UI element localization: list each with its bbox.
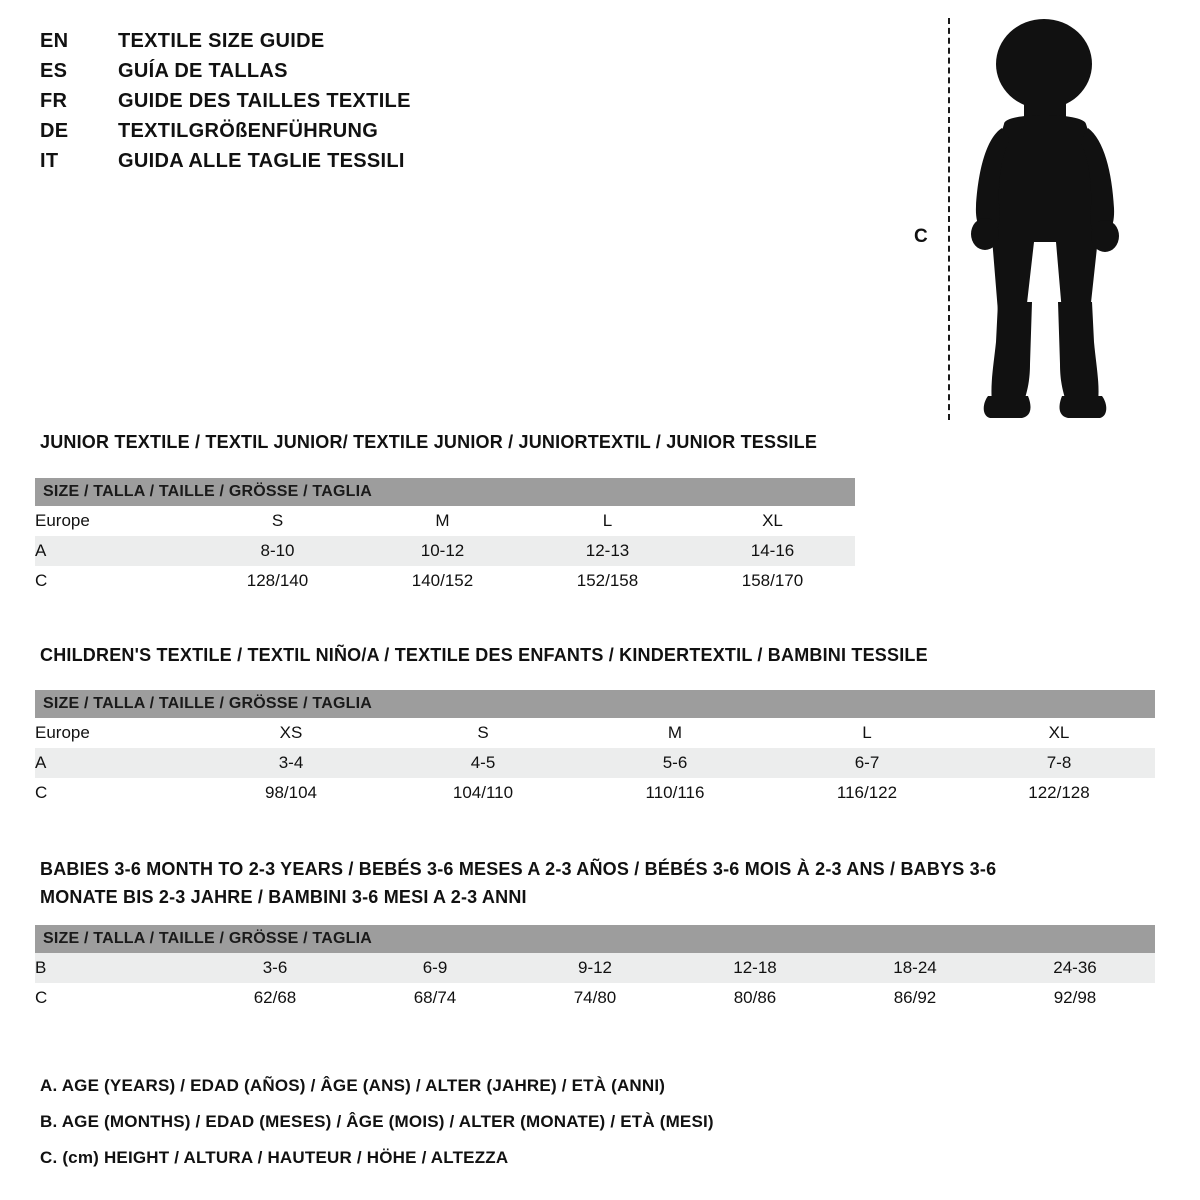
language-title: GUIDA ALLE TAGLIE TESSILI (118, 150, 405, 172)
table-header-size: XS (195, 718, 387, 748)
row-value: 158/170 (690, 566, 855, 596)
table-header-size: L (771, 718, 963, 748)
legend-footnotes (40, 1068, 1140, 1176)
row-value: 12-18 (675, 953, 835, 983)
row-value: 14-16 (690, 536, 855, 566)
language-title-list (40, 30, 600, 180)
table-header-size: S (195, 506, 360, 536)
section-title-junior: JUNIOR TEXTILE / TEXTIL JUNIOR/ TEXTILE JUNIOR / JUNIORTEXTIL / JUNIOR TESSILE (40, 432, 818, 452)
language-row-de (40, 120, 600, 150)
table-header-size: S (387, 718, 579, 748)
footnote-age-months: B. AGE (MONTHS) / EDAD (MESES) / ÂGE (MOIS) / ALTER (MONATE) / ETÀ (MESI) (40, 1112, 714, 1131)
table-header-size: XL (963, 718, 1155, 748)
table-header-row (35, 506, 855, 536)
height-dashed-line (948, 18, 950, 420)
row-value: 8-10 (195, 536, 360, 566)
row-value: 7-8 (963, 748, 1155, 778)
row-value: 128/140 (195, 566, 360, 596)
table-band-label: SIZE / TALLA / TAILLE / GRÖSSE / TAGLIA (35, 925, 1155, 953)
table-header-row (35, 718, 1155, 748)
row-value: 62/68 (195, 983, 355, 1013)
row-label: C (35, 983, 195, 1013)
row-value: 3-6 (195, 953, 355, 983)
table-row (35, 953, 1155, 983)
row-value: 152/158 (525, 566, 690, 596)
language-code: IT (40, 150, 59, 172)
language-title: TEXTILGRÖßENFÜHRUNG (118, 120, 379, 142)
row-value: 4-5 (387, 748, 579, 778)
babies-size-table (35, 925, 1155, 1013)
child-silhouette-icon (952, 12, 1142, 422)
table-header-size: XL (690, 506, 855, 536)
table-band-row (35, 690, 1155, 718)
children-size-table (35, 690, 1155, 808)
language-code: DE (40, 120, 69, 142)
language-title: GUIDE DES TAILLES TEXTILE (118, 90, 411, 112)
table-row (35, 566, 855, 596)
row-label: C (35, 566, 195, 596)
table-band-label: SIZE / TALLA / TAILLE / GRÖSSE / TAGLIA (35, 478, 855, 506)
language-row-fr (40, 90, 600, 120)
table-header-label: Europe (35, 718, 195, 748)
table-band-row (35, 925, 1155, 953)
footnote-height-cm: C. (cm) HEIGHT / ALTURA / HAUTEUR / HÖHE / ALTEZZA (40, 1148, 509, 1167)
height-measure-label: C (914, 226, 928, 247)
language-title: TEXTILE SIZE GUIDE (118, 30, 325, 52)
language-row-en (40, 30, 600, 60)
table-header-size: M (360, 506, 525, 536)
row-label: A (35, 536, 195, 566)
row-label: A (35, 748, 195, 778)
row-value: 18-24 (835, 953, 995, 983)
table-header-size: M (579, 718, 771, 748)
language-code: EN (40, 30, 69, 52)
row-value: 6-9 (355, 953, 515, 983)
measurement-figure (900, 8, 1160, 428)
row-value: 86/92 (835, 983, 995, 1013)
row-value: 104/110 (387, 778, 579, 808)
junior-size-table (35, 478, 855, 596)
table-header-label: Europe (35, 506, 195, 536)
row-label: B (35, 953, 195, 983)
row-value: 24-36 (995, 953, 1155, 983)
row-value: 92/98 (995, 983, 1155, 1013)
row-value: 6-7 (771, 748, 963, 778)
language-title: GUÍA DE TALLAS (118, 60, 288, 82)
row-value: 116/122 (771, 778, 963, 808)
row-value: 80/86 (675, 983, 835, 1013)
language-row-it (40, 150, 600, 180)
section-title-babies: BABIES 3-6 MONTH TO 2-3 YEARS / BEBÉS 3-6 MESES A 2-3 AÑOS / BÉBÉS 3-6 MOIS À 2-3 ANS / BABYS 3-6 MONATE BIS 2-3 JAHRE / BAMBINI 3-6 MESI A 2-3 ANNI (40, 859, 997, 907)
section-title-children: CHILDREN'S TEXTILE / TEXTIL NIÑO/A / TEXTILE DES ENFANTS / KINDERTEXTIL / BAMBINI TESSILE (40, 645, 928, 665)
row-value: 9-12 (515, 953, 675, 983)
table-row (35, 778, 1155, 808)
table-header-size: L (525, 506, 690, 536)
language-code: ES (40, 60, 68, 82)
row-value: 68/74 (355, 983, 515, 1013)
row-value: 3-4 (195, 748, 387, 778)
footnote-age-years: A. AGE (YEARS) / EDAD (AÑOS) / ÂGE (ANS) / ALTER (JAHRE) / ETÀ (ANNI) (40, 1076, 666, 1095)
language-row-es (40, 60, 600, 90)
row-label: C (35, 778, 195, 808)
row-value: 122/128 (963, 778, 1155, 808)
table-row (35, 983, 1155, 1013)
table-band-row (35, 478, 855, 506)
row-value: 5-6 (579, 748, 771, 778)
row-value: 10-12 (360, 536, 525, 566)
table-band-label: SIZE / TALLA / TAILLE / GRÖSSE / TAGLIA (35, 690, 1155, 718)
row-value: 140/152 (360, 566, 525, 596)
row-value: 98/104 (195, 778, 387, 808)
language-code: FR (40, 90, 68, 112)
table-row (35, 748, 1155, 778)
row-value: 110/116 (579, 778, 771, 808)
table-row (35, 536, 855, 566)
row-value: 74/80 (515, 983, 675, 1013)
row-value: 12-13 (525, 536, 690, 566)
